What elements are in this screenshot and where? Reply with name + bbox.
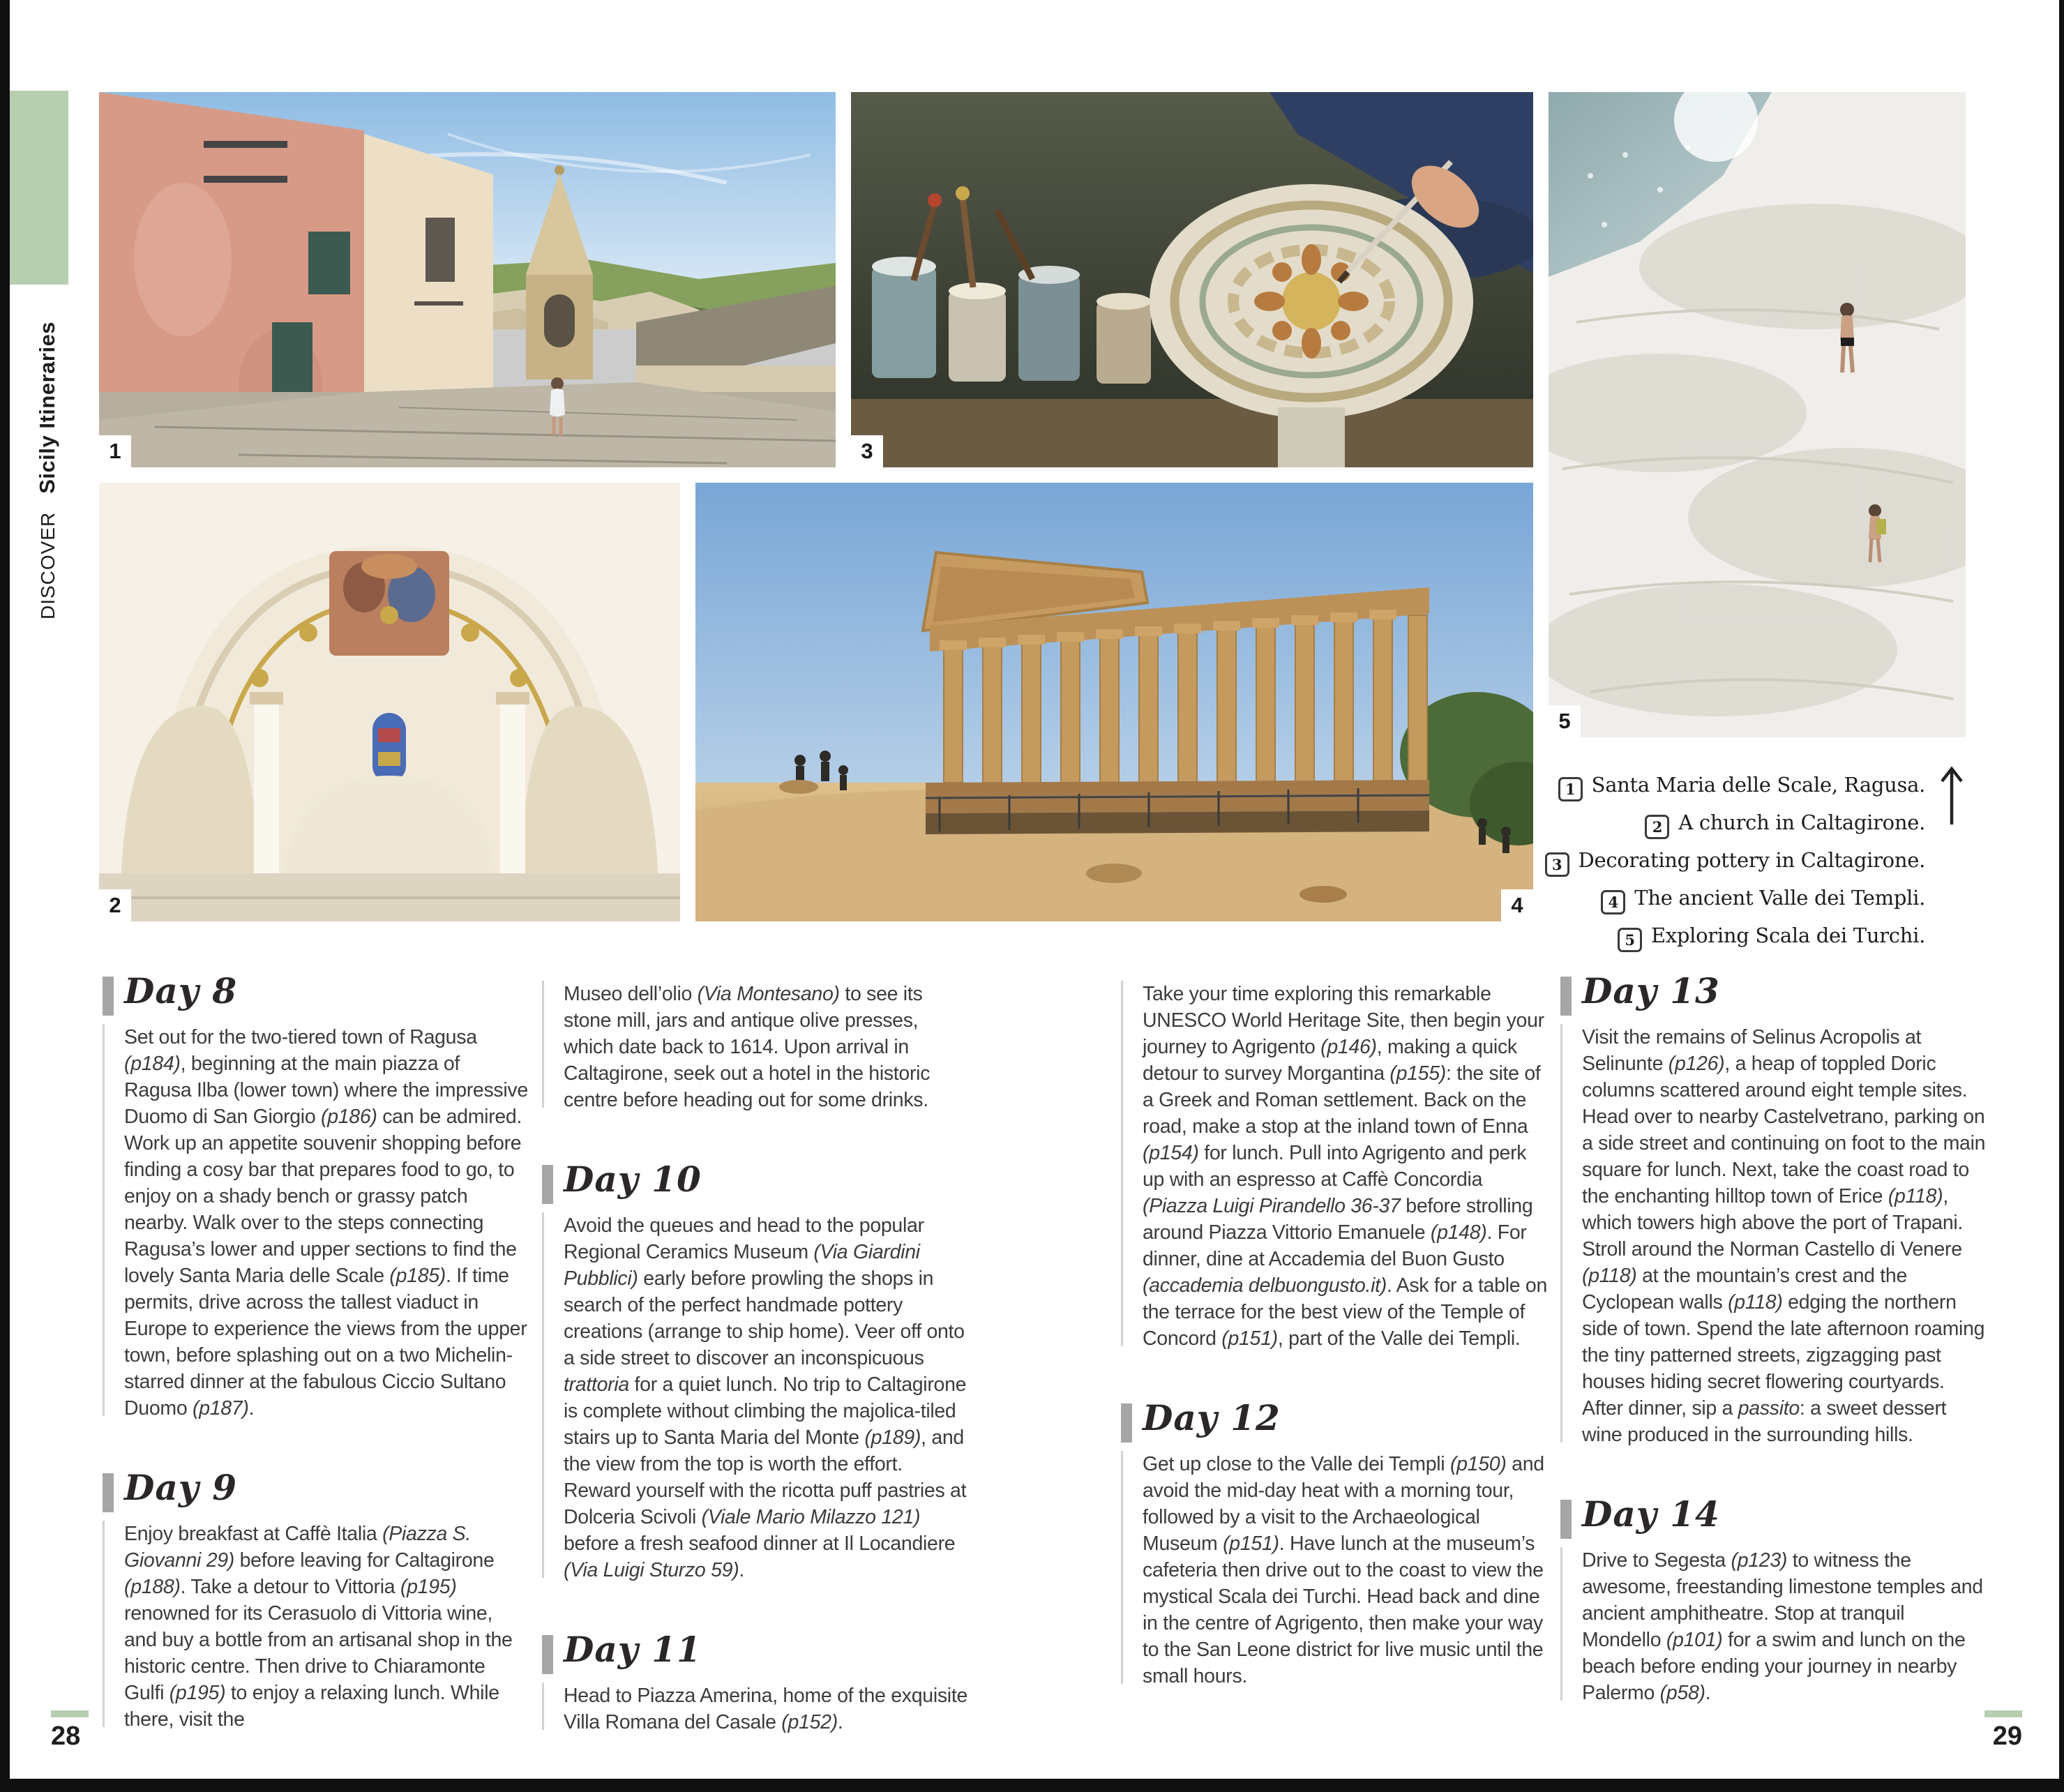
- day-section: [542, 1159, 967, 1583]
- folio-accent-bar: [51, 1710, 89, 1717]
- day-section-continued: [1121, 981, 1548, 1352]
- section-rule: [1121, 1451, 1123, 1684]
- folio-accent-bar: [1984, 1710, 2022, 1717]
- heading-rule: [1560, 1500, 1572, 1539]
- section-rule: [1560, 1547, 1562, 1701]
- page-edge-left: [0, 0, 10, 1792]
- day-body: Set out for the two-tiered town of Ragusa (p184), beginning at the main piazza of Ragusa Ilba (lower town) where the impressive Duomo di San Giorgio (p186) can be admired. Work up an appetite souvenir shopping before finding a cosy bar that prepares food to go, to enjoy on a shady bench or grassy patch nearby. Walk over to the steps connecting Ragusa’s lower and upper sections to find the lovely Santa Maria delle Scale (p185). If time permits, drive across the tallest viaduct in Europe to experience the views from the upper town, before splashing out on a two Michelin-starred dinner at the fabulous Ciccio Sultano Duomo (p187).: [124, 1026, 528, 1420]
- caption-item: [1545, 917, 1926, 954]
- section-title: Sicily Itineraries: [35, 321, 59, 494]
- page-folio-left: [51, 1710, 89, 1752]
- photo-pottery-decorating: [851, 92, 1533, 467]
- day-body: Drive to Segesta (p123) to witness the awesome, freestanding limestone temples and ancient amphitheatre. Stop at tranquil Mondello (p101) for a swim and lunch on the beach before ending your journey in nearby Palermo (p58).: [1582, 1549, 1983, 1704]
- heading-rule: [103, 1473, 114, 1512]
- photo-ragusa-street: [99, 92, 836, 467]
- caption-number-chip: 4: [1601, 890, 1625, 914]
- itinerary-column: [542, 971, 968, 1735]
- caption-item: [1545, 879, 1926, 917]
- photo-number-label: 3: [851, 435, 883, 467]
- ragusa-street-illustration: [99, 92, 836, 467]
- day-body: Take your time exploring this remarkable UNESCO World Heritage Site, then begin your journey to Agrigento (p146), making a quick detour to survey Morgantina (p155): the site of a Greek and Roman settlement. Back on the road, make a stop at the inland town of Enna (p154) for lunch. Pull into Agrigento and perk up with an espresso at Caffè Concordia (Piazza Luigi Pirandello 36-37 before strolling around Piazza Vittorio Emanuele (p148). For dinner, dine at Accademia del Buon Gusto (accademia delbuongusto.it). Ask for a table on the terrace for the best view of the Temple of Concord (p151), part of the Valle dei Templi.: [1143, 983, 1548, 1350]
- day-heading: Day 9: [124, 1467, 238, 1508]
- page-number-left: 28: [51, 1722, 81, 1751]
- photo-scala-dei-turchi: [1549, 92, 1966, 737]
- day-body: Museo dell’olio (Via Montesano) to see its stone mill, jars and antique olive presses, which date back to 1614. Upon arrival in Caltagirone, seek out a hotel in the historic centre before heading out for some drinks.: [564, 983, 931, 1111]
- heading-rule: [1121, 1403, 1132, 1443]
- day-heading: Day 13: [1582, 970, 1720, 1011]
- day-heading: Day 10: [564, 1159, 702, 1200]
- up-arrow-icon: [1938, 763, 1966, 829]
- day-heading: Day 11: [564, 1629, 702, 1670]
- caption-text: The ancient Valle dei Templi.: [1634, 886, 1925, 910]
- scala-dei-turchi-illustration: [1549, 92, 1966, 737]
- caption-text: Decorating pottery in Caltagirone.: [1578, 848, 1925, 872]
- day-heading: Day 14: [1582, 1493, 1720, 1535]
- section-rule: [542, 981, 544, 1108]
- church-interior-illustration: [99, 483, 680, 921]
- chapter-tab: [10, 91, 68, 285]
- photo-number-label: 1: [99, 435, 131, 467]
- day-section: [1121, 1397, 1544, 1689]
- day-body: Head to Piazza Amerina, home of the exquisite Villa Romana del Casale (p152).: [564, 1685, 968, 1733]
- day-body: Enjoy breakfast at Caffè Italia (Piazza S. Giovanni 29) before leaving for Caltagirone (p188). Take a detour to Vittoria (p195) renowned for its Cerasuolo di Vittoria wine, and buy a bottle from an artisanal shop in the historic centre. Then drive to Chiaramonte Gulfi (p195) to enjoy a relaxing lunch. While there, visit the: [124, 1523, 513, 1731]
- heading-rule: [542, 1165, 553, 1204]
- photo-church-interior: [99, 483, 680, 921]
- photo-number-label: 5: [1549, 705, 1581, 737]
- photo-captions: [1545, 766, 1926, 954]
- caption-text: Santa Maria delle Scale, Ragusa.: [1591, 773, 1925, 797]
- page-folio-right: [1984, 1710, 2022, 1752]
- section-rule: [1560, 1024, 1562, 1443]
- photo-number-label: 2: [99, 889, 131, 921]
- day-section: [103, 970, 528, 1422]
- caption-number-chip: 1: [1558, 777, 1583, 801]
- section-eyebrow: DISCOVER: [37, 511, 59, 619]
- valle-dei-templi-illustration: [695, 483, 1533, 921]
- day-body: Visit the remains of Selinus Acropolis at Selinunte (p126), a heap of toppled Doric columns scattered around eight temple sites. Head over to nearby Castelvetrano, parking on a side street and continuing on foot to the main square for lunch. Next, take the coast road to the enchanting hilltop town of Erice (p118), which towers high above the port of Trapani. Stroll around the Norman Castello di Venere (p118) at the mountain’s crest and the Cyclopean walls (p118) edging the northern side of town. Spend the late afternoon roaming the tiny patterned streets, zigzagging past houses hiding secret flowering courtyards. After dinner, sip a passito: a sweet dessert wine produced in the surrounding hills.: [1582, 1026, 1986, 1446]
- photo-number-label: 4: [1501, 889, 1533, 921]
- pottery-decorating-illustration: [851, 92, 1533, 467]
- day-section: [542, 1629, 968, 1735]
- itinerary-column: [1560, 970, 1986, 1706]
- heading-rule: [103, 977, 114, 1016]
- caption-text: Exploring Scala dei Turchi.: [1650, 924, 1925, 947]
- section-rule: [542, 1682, 544, 1730]
- heading-rule: [542, 1635, 553, 1674]
- itinerary-column: [103, 970, 528, 1733]
- caption-number-chip: 5: [1618, 928, 1642, 952]
- caption-text: A church in Caltagirone.: [1678, 811, 1925, 834]
- day-section: [1560, 1493, 1983, 1706]
- day-section: [1560, 970, 1986, 1448]
- photo-valle-dei-templi: [695, 483, 1533, 921]
- page-edge-bottom: [0, 1779, 2064, 1792]
- day-section-continued: [542, 981, 961, 1113]
- day-body: Get up close to the Valle dei Templi (p150) and avoid the mid-day heat with a morning tour, followed by a visit to the Archaeological Museum (p151). Have lunch at the museum’s cafeteria then drive out to the coast to view the mystical Scala dei Turchi. Head back and dine in the centre of Agrigento, then make your way to the San Leone district for live music until the small hours.: [1143, 1453, 1544, 1687]
- page-number-right: 29: [1992, 1722, 2022, 1751]
- section-rule: [103, 1521, 105, 1727]
- section-rule: [103, 1024, 105, 1416]
- page-edge-right: [2059, 0, 2064, 1792]
- itinerary-column: [1121, 971, 1548, 1689]
- day-body: Avoid the queues and head to the popular Regional Ceramics Museum (Via Giardini Pubblici) early before prowling the shops in search of the perfect handmade pottery creations (arrange to ship home). Veer off onto a side street to discover an inconspicuous trattoria for a quiet lunch. No trip to Caltagirone is complete without climbing the majolica-tiled stairs up to Santa Maria del Monte (p189), and the view from the top is worth the effort. Reward yourself with the ricotta puff pastries at Dolceria Scivoli (Viale Mario Milazzo 121) before a fresh seafood dinner at Il Locandiere (Via Luigi Sturzo 59).: [564, 1214, 967, 1581]
- day-heading: Day 8: [124, 970, 238, 1011]
- caption-item: [1545, 841, 1926, 879]
- heading-rule: [1560, 977, 1572, 1016]
- section-rule: [1121, 981, 1123, 1346]
- caption-item: [1545, 766, 1926, 804]
- section-rule: [542, 1212, 544, 1578]
- caption-item: [1545, 804, 1926, 841]
- day-heading: Day 12: [1143, 1397, 1281, 1438]
- caption-number-chip: 2: [1645, 815, 1669, 839]
- section-label-vertical: [35, 322, 60, 619]
- caption-number-chip: 3: [1545, 852, 1569, 877]
- day-section: [103, 1468, 521, 1733]
